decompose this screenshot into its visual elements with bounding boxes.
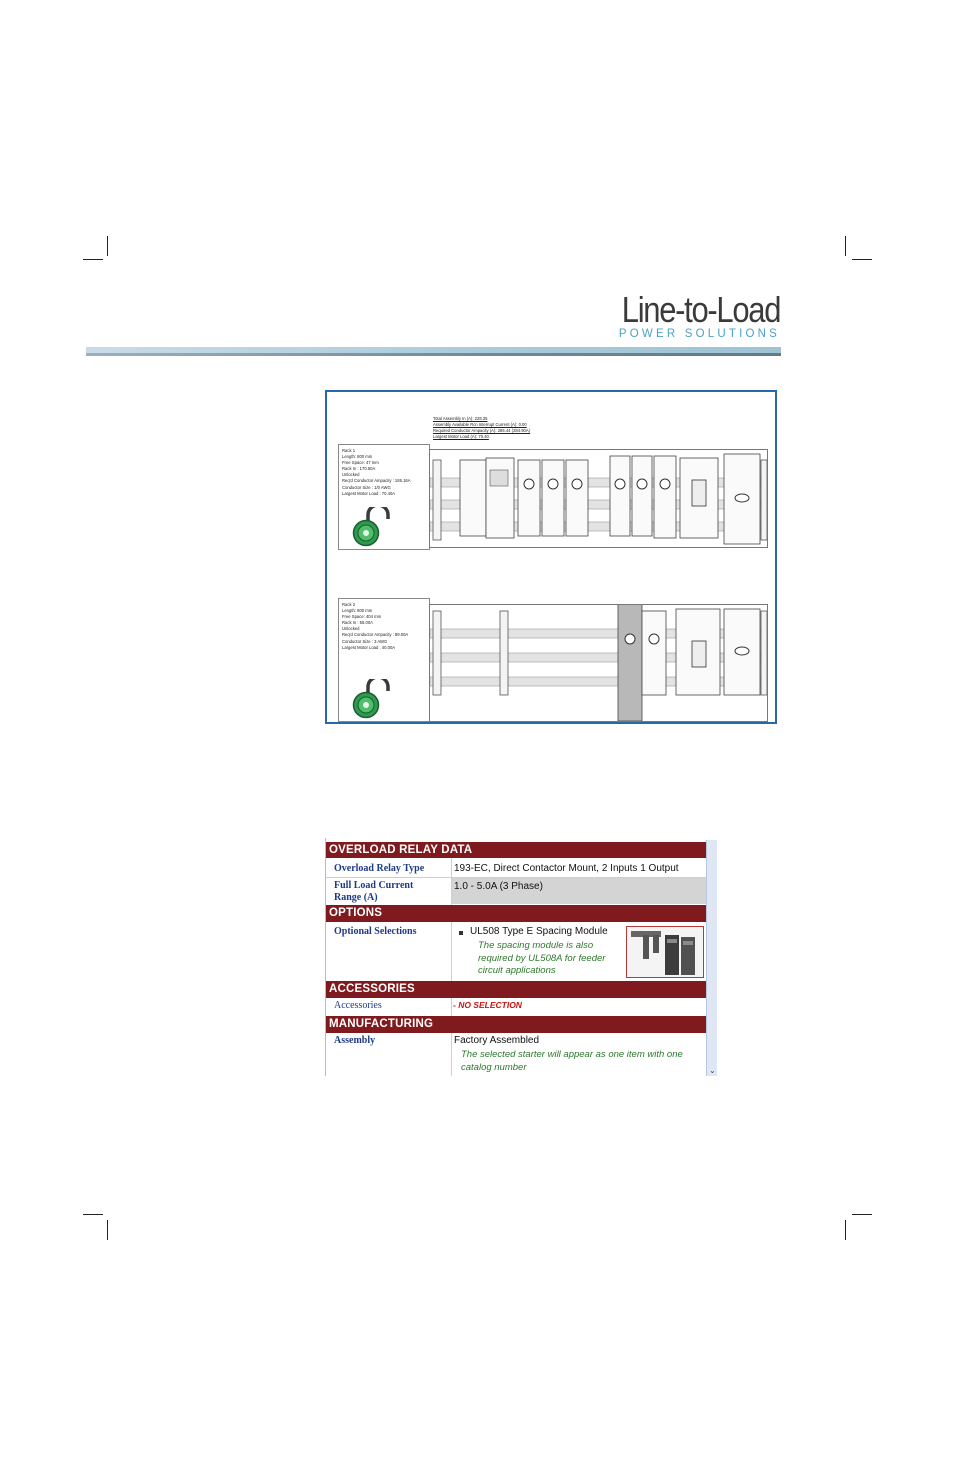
assembly-note	[461, 1049, 683, 1074]
assembly-summary	[433, 416, 530, 440]
section-header-overload: OVERLOAD RELAY DATA	[326, 842, 706, 858]
note-line: required by UL508A for feeder	[478, 952, 606, 964]
rack-layout-figure	[325, 390, 777, 724]
rack1-line: Unlocked	[342, 472, 360, 478]
overload-relay-type-value[interactable]: 193-EC, Direct Contactor Mount, 2 Inputs 1 Output	[454, 863, 679, 874]
rack2-din-rail	[429, 604, 768, 722]
rack1-info-box	[338, 444, 430, 550]
column-divider	[451, 858, 452, 905]
padlock-unlocked-icon[interactable]	[351, 679, 395, 719]
summary-line: Assembly Available Rcn Interrupt Current (A): 0.00	[433, 422, 527, 427]
rack2-line: Rack In : 56.00A	[342, 620, 373, 626]
full-load-current-label-line: Full Load Current	[334, 880, 414, 891]
spacing-module-image	[626, 926, 704, 978]
summary-line: Largest Motor Load (A): 70.40	[433, 434, 489, 439]
vertical-scrollbar[interactable]	[706, 840, 717, 1076]
rack2-line: Req'd Conductor Ampacity : 89.00A	[342, 632, 409, 638]
rack1-line: Req'd Conductor Ampacity : 185.16A	[342, 478, 411, 484]
scroll-down-icon[interactable]: ⌄	[709, 1066, 716, 1075]
note-line: catalog number	[461, 1061, 527, 1073]
column-divider	[451, 922, 452, 981]
spacing-module-option[interactable]: UL508 Type E Spacing Module	[470, 926, 608, 937]
rack2-line: Free Space: 404 mm	[342, 614, 382, 620]
rack2-line: Conductor Size : 3 AWG	[342, 638, 388, 644]
logo-wordmark: Line-to-Load	[621, 289, 780, 330]
note-line: The spacing module is also	[478, 940, 594, 951]
overload-relay-panel	[325, 838, 717, 1076]
full-load-current-value[interactable]: 1.0 - 5.0A (3 Phase)	[454, 881, 543, 892]
crop-mark	[845, 1220, 846, 1240]
rack1-line: Length: 800 mm	[342, 454, 373, 460]
rack1-din-rail	[429, 449, 768, 548]
crop-mark	[107, 236, 108, 256]
rack2-info-box	[338, 598, 430, 722]
rack1-line: Rack 1	[342, 448, 356, 453]
crop-mark	[852, 1214, 872, 1215]
assembly-label: Assembly	[334, 1035, 376, 1046]
crop-mark	[845, 236, 846, 256]
accessories-value[interactable]: - NO SELECTION	[453, 1000, 522, 1010]
crop-mark	[83, 1214, 103, 1215]
full-load-current-label-line: Range (A)	[334, 892, 378, 903]
note-line: The selected starter will appear as one item with one	[461, 1049, 683, 1060]
spacing-module-note	[478, 940, 605, 978]
rack1-line: Largest Motor Load : 70.40A	[342, 490, 396, 496]
rack1-line: Rack In : 170.50A	[342, 466, 376, 472]
crop-mark	[83, 259, 103, 260]
company-logo	[596, 289, 780, 341]
column-divider	[451, 998, 452, 1016]
summary-line: Total Assembly In (A): 228.35	[433, 416, 488, 421]
section-header-options: OPTIONS	[326, 905, 706, 922]
rack1-line: Free Space: 47 mm	[342, 460, 379, 466]
padlock-unlocked-icon[interactable]	[351, 507, 395, 547]
accessories-label: Accessories	[334, 1000, 382, 1011]
rack2-line: Length: 800 mm	[342, 608, 373, 614]
logo-tagline: POWER SOLUTIONS	[618, 328, 780, 340]
rack1-line: Conductor Size : 1/0 AWG	[342, 484, 391, 490]
full-load-current-label	[334, 880, 413, 904]
assembly-value[interactable]: Factory Assembled	[454, 1035, 540, 1046]
rack2-line: Rack 2	[342, 602, 356, 607]
header-rule-dark	[86, 353, 781, 356]
bullet-icon	[459, 931, 463, 935]
rack2-line: Unlocked	[342, 626, 360, 632]
rack2-line: Largest Motor Load : 40.00A	[342, 644, 396, 650]
crop-mark	[107, 1220, 108, 1240]
crop-mark	[852, 259, 872, 260]
column-divider	[451, 1033, 452, 1076]
overload-relay-type-label: Overload Relay Type	[334, 863, 425, 874]
section-header-accessories: ACCESSORIES	[326, 981, 706, 998]
optional-selections-label: Optional Selections	[334, 926, 417, 937]
summary-line: Required Conductor Ampacity (A): 285.44 (284.90A)	[433, 428, 531, 433]
section-header-manufacturing: MANUFACTURING	[326, 1016, 706, 1033]
note-line: circuit applications	[478, 965, 556, 976]
